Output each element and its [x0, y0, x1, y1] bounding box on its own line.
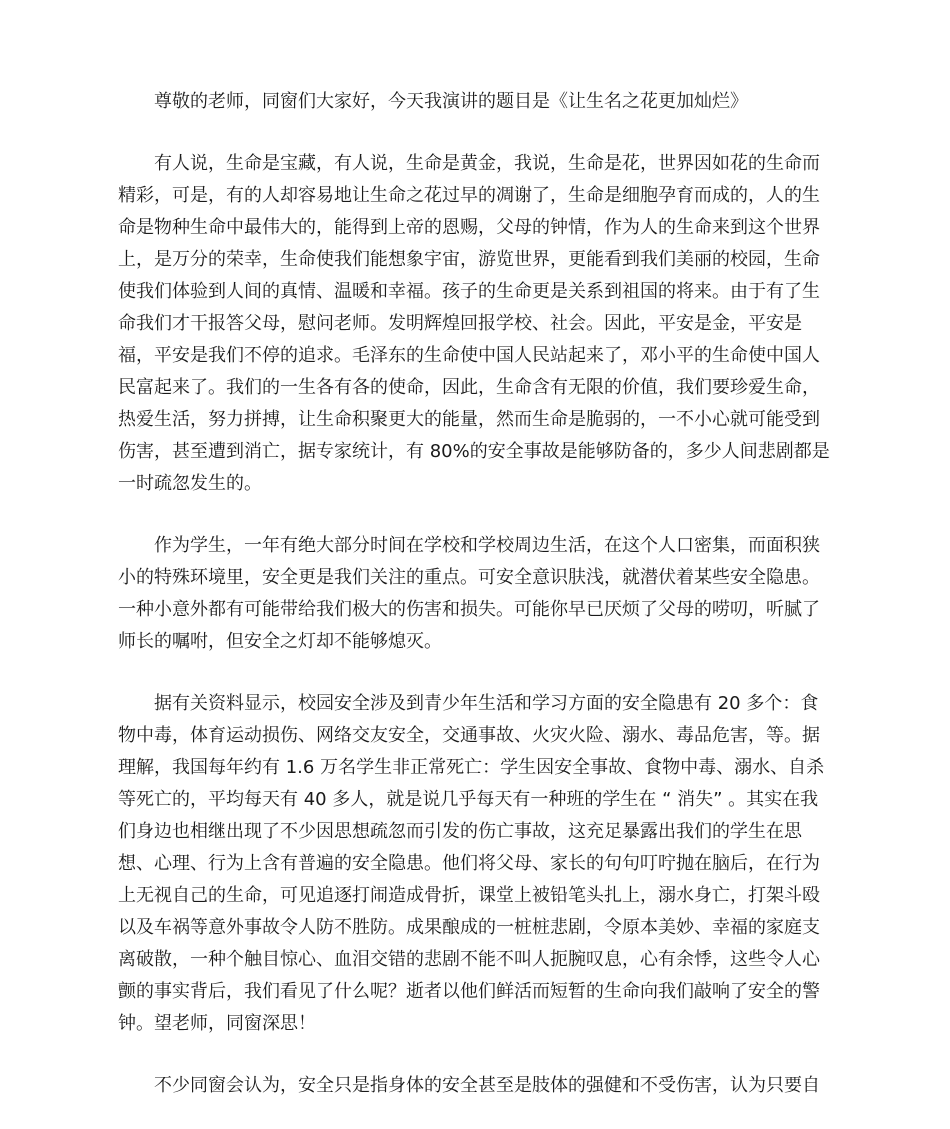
body-paragraph-statistics: 据有关资料显示，校园安全涉及到青少年生活和学习方面的安全隐患有 20 多个：食物中毒，体育运动损伤、网络交友安全，交通事故、火灾火险、溺水、毒品危害，等。据理解，我国每年约有 1.6 万名学生非正常死亡：学生因安全事故、食物中毒、溺水、自杀等死亡的，平均每天有 40 多人，就是说几乎每天有一种班的学生在 “ 消失” 。其实在我们身边也相继出现了不少因思想疏忽而引发的伤亡事故，这充足暴露出我们的学生在思想、心理、行为上含有普遍的安全隐患。他们将父母、家长的句句叮咛抛在脑后，在行为上无视自己的生命，可见追逐打闹造成骨折，课堂上被铅笔头扎上，溺水身亡，打架斗殴以及车祸等意外事故令人防不胜防。成果酿成的一桩桩悲剧，令原本美妙、幸福的家庭支离破散，一种个触目惊心、血泪交错的悲剧不能不叫人扼腕叹息，心有余悸，这些令人心颤的事实背后，我们看见了什么呢？逝者以他们鲜活而短暂的生命向我们敲响了安全的警钟。望老师，同窗深思！	[118, 693, 825, 1034]
paragraph-spacer	[118, 118, 834, 148]
body-paragraph-truncated: 不少同窗会认为，安全只是指身体的安全甚至是肢体的强健和不受伤害，认为只要自	[154, 1075, 820, 1096]
body-paragraph-life: 有人说，生命是宝藏，有人说，生命是黄金，我说，生命是花，世界因如花的生命而精彩，可是，有的人却容易地让生命之花过早的凋谢了，生命是细胞孕育而成的，人的生命是物种生命中最伟大的，能得到上帝的恩赐，父母的钟情，作为人的生命来到这个世界上，是万分的荣幸，生命使我们能想象宇宙，游览世界，更能看到我们美丽的校园，生命使我们体验到人间的真情、温暖和幸福。孩子的生命更是关系到祖国的将来。由于有了生命我们才干报答父母，慰问老师。发明辉煌回报学校、社会。因此，平安是金，平安是福，平安是我们不停的追求。毛泽东的生命使中国人民站起来了，邓小平的生命使中国人民富起来了。我们的一生各有各的使命，因此，生命含有无限的价值，我们要珍爱生命，热爱生活，努力拼搏，让生命积聚更大的能量，然而生命是脆弱的，一不小心就可能受到伤害，甚至遭到消亡，据专家统计，有 80%的安全事故是能够防备的，多少人间悲剧都是一时疏忽发生的。	[118, 153, 830, 494]
paragraph-spacer	[118, 658, 834, 688]
document-page	[118, 86, 834, 1102]
paragraph-spacer	[118, 500, 834, 530]
body-paragraph-student: 作为学生，一年有绝大部分时间在学校和学校周边生活，在这个人口密集，而面积狭小的特殊环境里，安全更是我们关注的重点。可安全意识肤浅，就潜伏着某些安全隐患。一种小意外都有可能带给我们极大的伤害和损失。可能你早已厌烦了父母的唠叨，听腻了师长的嘱咐，但安全之灯却不能够熄灭。	[118, 535, 820, 652]
opening-greeting-paragraph: 尊敬的老师，同窗们大家好，今天我演讲的题目是《让生名之花更加灿烂》	[154, 91, 748, 112]
paragraph-spacer	[118, 1040, 834, 1070]
